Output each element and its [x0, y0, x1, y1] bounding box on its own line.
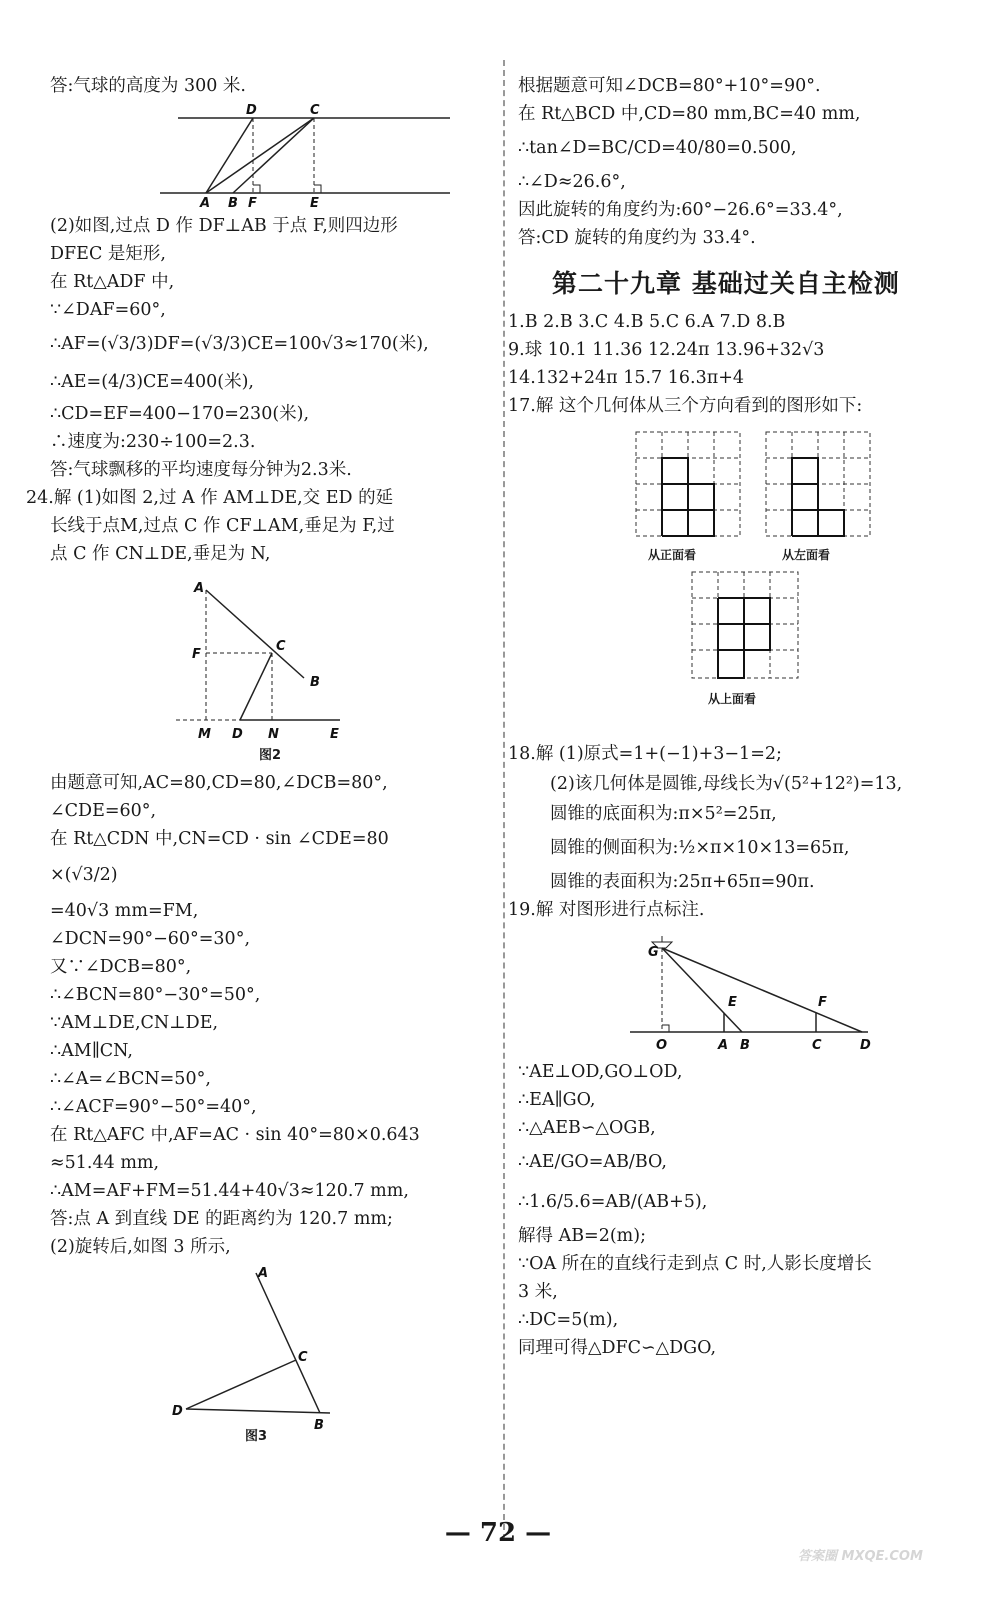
label-C: C	[812, 1038, 822, 1053]
formula-line: ×(√3/2)	[50, 865, 118, 885]
text-line: 在 Rt△ADF 中,	[50, 272, 175, 292]
text-line: ≈51.44 mm,	[50, 1153, 160, 1173]
formula-line: ∴AF=(√3/3)DF=(√3/3)CE=100√3≈170(米),	[50, 334, 429, 354]
problem-18-title: 18.解 (1)原式=1+(−1)+3−1=2;	[508, 744, 782, 764]
formula-line: ∴tan∠D=BC/CD=40/80=0.500,	[518, 138, 797, 158]
formula-line: ∴1.6/5.6=AB/(AB+5),	[518, 1192, 708, 1212]
answer-line: 答:气球的高度为 300 米.	[50, 76, 246, 96]
label-D: D	[860, 1038, 871, 1053]
label-A: A	[194, 581, 205, 596]
text-line: ∴∠BCN=80°−30°=50°,	[50, 985, 261, 1005]
text-line: =40√3 mm=FM,	[50, 901, 199, 921]
text-line: ∴∠ACF=90°−50°=40°,	[50, 1097, 257, 1117]
watermark-logo	[788, 1520, 978, 1590]
figure-4-shadow	[622, 926, 892, 1056]
text-line: DFEC 是矩形,	[50, 244, 166, 264]
answer-line: 答:点 A 到直线 DE 的距离约为 120.7 mm;	[50, 1209, 393, 1229]
answer-line: 答:气球飘移的平均速度每分钟为2.3米.	[50, 460, 352, 480]
text-line: ∴∠A=∠BCN=50°,	[50, 1069, 211, 1089]
label-A: A	[718, 1038, 729, 1053]
column-divider	[503, 60, 505, 1540]
caption-left-view: 从左面看	[782, 548, 831, 562]
label-C: C	[298, 1350, 308, 1365]
label-D: D	[172, 1404, 183, 1419]
text-line: ∴速度为:230÷100=2.3.	[50, 432, 256, 452]
label-F: F	[248, 196, 257, 210]
label-E: E	[330, 727, 339, 742]
text-line: 又∵∠DCB=80°,	[50, 957, 192, 977]
text-line: 因此旋转的角度约为:60°−26.6°=33.4°,	[518, 200, 843, 220]
label-M: M	[198, 727, 211, 742]
label-D: D	[232, 727, 243, 742]
figure-1-balloon	[160, 102, 460, 210]
three-views	[518, 420, 958, 740]
text-line: (2)该几何体是圆锥,母线长为√(5²+12²)=13,	[550, 774, 903, 794]
label-B: B	[740, 1038, 750, 1053]
formula-line: ∴AE=(4/3)CE=400(米),	[50, 372, 254, 392]
formula-line: ∴AE/GO=AB/BO,	[518, 1152, 667, 1172]
caption-front-view: 从正面看	[648, 548, 697, 562]
text-line: ∴DC=5(m),	[518, 1310, 619, 1330]
text-line: 3 米,	[518, 1282, 558, 1302]
text-line: 圆锥的底面积为:π×5²=25π,	[550, 804, 777, 824]
left-view-grid	[764, 430, 874, 540]
label-N: N	[268, 727, 279, 742]
label-A: A	[258, 1266, 269, 1281]
text-line: 在 Rt△CDN 中,CN=CD · sin ∠CDE=80	[50, 829, 389, 849]
text-line: (2)如图,过点 D 作 DF⊥AB 于点 F,则四边形	[50, 216, 398, 236]
label-E: E	[728, 995, 737, 1010]
answers-row: 14.132+24π 15.7 16.3π+4	[508, 368, 745, 388]
text-line: ∵AM⊥DE,CN⊥DE,	[50, 1013, 219, 1033]
problem-17-title: 17.解 这个几何体从三个方向看到的图形如下:	[508, 396, 863, 416]
figure-3	[160, 1263, 380, 1433]
figure-3-caption: 图3	[244, 1429, 268, 1444]
watermark-text: 答案圈 MXQE.COM	[798, 1549, 923, 1564]
left-column	[26, 72, 490, 1444]
label-C: C	[276, 639, 286, 654]
label-C: C	[310, 103, 320, 118]
text-line: ∴AM=AF+FM=51.44+40√3≈120.7 mm,	[50, 1181, 409, 1201]
text-line: ∴CD=EF=400−170=230(米),	[50, 404, 310, 424]
formula-line: 圆锥的侧面积为:½×π×10×13=65π,	[550, 838, 850, 858]
label-B: B	[228, 196, 238, 210]
text-line: ∴∠D≈26.6°,	[518, 172, 626, 192]
text-line: 圆锥的表面积为:25π+65π=90π.	[550, 872, 815, 892]
label-E: E	[310, 196, 319, 210]
label-O: O	[656, 1038, 668, 1053]
label-B: B	[314, 1418, 324, 1433]
right-column	[508, 72, 958, 1362]
text-line: 由题意可知,AC=80,CD=80,∠DCB=80°,	[50, 773, 388, 793]
label-B: B	[310, 675, 320, 690]
text-line: (2)旋转后,如图 3 所示,	[50, 1237, 231, 1257]
text-line: ∵∠DAF=60°,	[50, 300, 166, 320]
figure-2-caption: 图2	[258, 748, 282, 763]
text-line: 解得 AB=2(m);	[518, 1226, 647, 1246]
page-number: — 72 —	[444, 1518, 552, 1548]
label-F: F	[192, 647, 201, 662]
text-line: ∴EA∥GO,	[518, 1090, 596, 1110]
text-line: ∵AE⊥OD,GO⊥OD,	[518, 1062, 683, 1082]
label-A: A	[200, 196, 211, 210]
chapter-heading: 第二十九章 基础过关自主检测	[552, 269, 900, 298]
problem-19-title: 19.解 对图形进行点标注.	[508, 900, 705, 920]
top-view-grid	[690, 570, 802, 682]
text-line: 在 Rt△AFC 中,AF=AC · sin 40°=80×0.643	[50, 1125, 420, 1145]
text-line: 长线于点M,过点 C 作 CF⊥AM,垂足为 F,过	[50, 516, 395, 536]
answer-line: 答:CD 旋转的角度约为 33.4°.	[518, 228, 756, 248]
label-G: G	[648, 945, 659, 960]
label-D: D	[246, 103, 257, 118]
text-line: 同理可得△DFC∽△DGO,	[518, 1338, 717, 1358]
text-line: ∠CDE=60°,	[50, 801, 157, 821]
text-line: 根据题意可知∠DCB=80°+10°=90°.	[518, 76, 821, 96]
text-line: ∴△AEB∽△OGB,	[518, 1118, 656, 1138]
text-line: ∠DCN=90°−60°=30°,	[50, 929, 251, 949]
text-line: 在 Rt△BCD 中,CD=80 mm,BC=40 mm,	[518, 104, 861, 124]
text-line: 点 C 作 CN⊥DE,垂足为 N,	[50, 544, 271, 564]
text-line: ∵OA 所在的直线行走到点 C 时,人影长度增长	[518, 1254, 872, 1274]
front-view-grid	[634, 430, 744, 540]
problem-24-title: 24.解 (1)如图 2,过 A 作 AM⊥DE,交 ED 的延	[26, 488, 394, 508]
text-line: ∴AM∥CN,	[50, 1041, 133, 1061]
answers-row: 1.B 2.B 3.C 4.B 5.C 6.A 7.D 8.B	[508, 312, 786, 332]
label-F: F	[818, 995, 827, 1010]
answers-row: 9.球 10.1 11.36 12.24π 13.96+32√3	[508, 340, 825, 360]
figure-2	[170, 570, 370, 750]
caption-top-view: 从上面看	[708, 692, 757, 706]
